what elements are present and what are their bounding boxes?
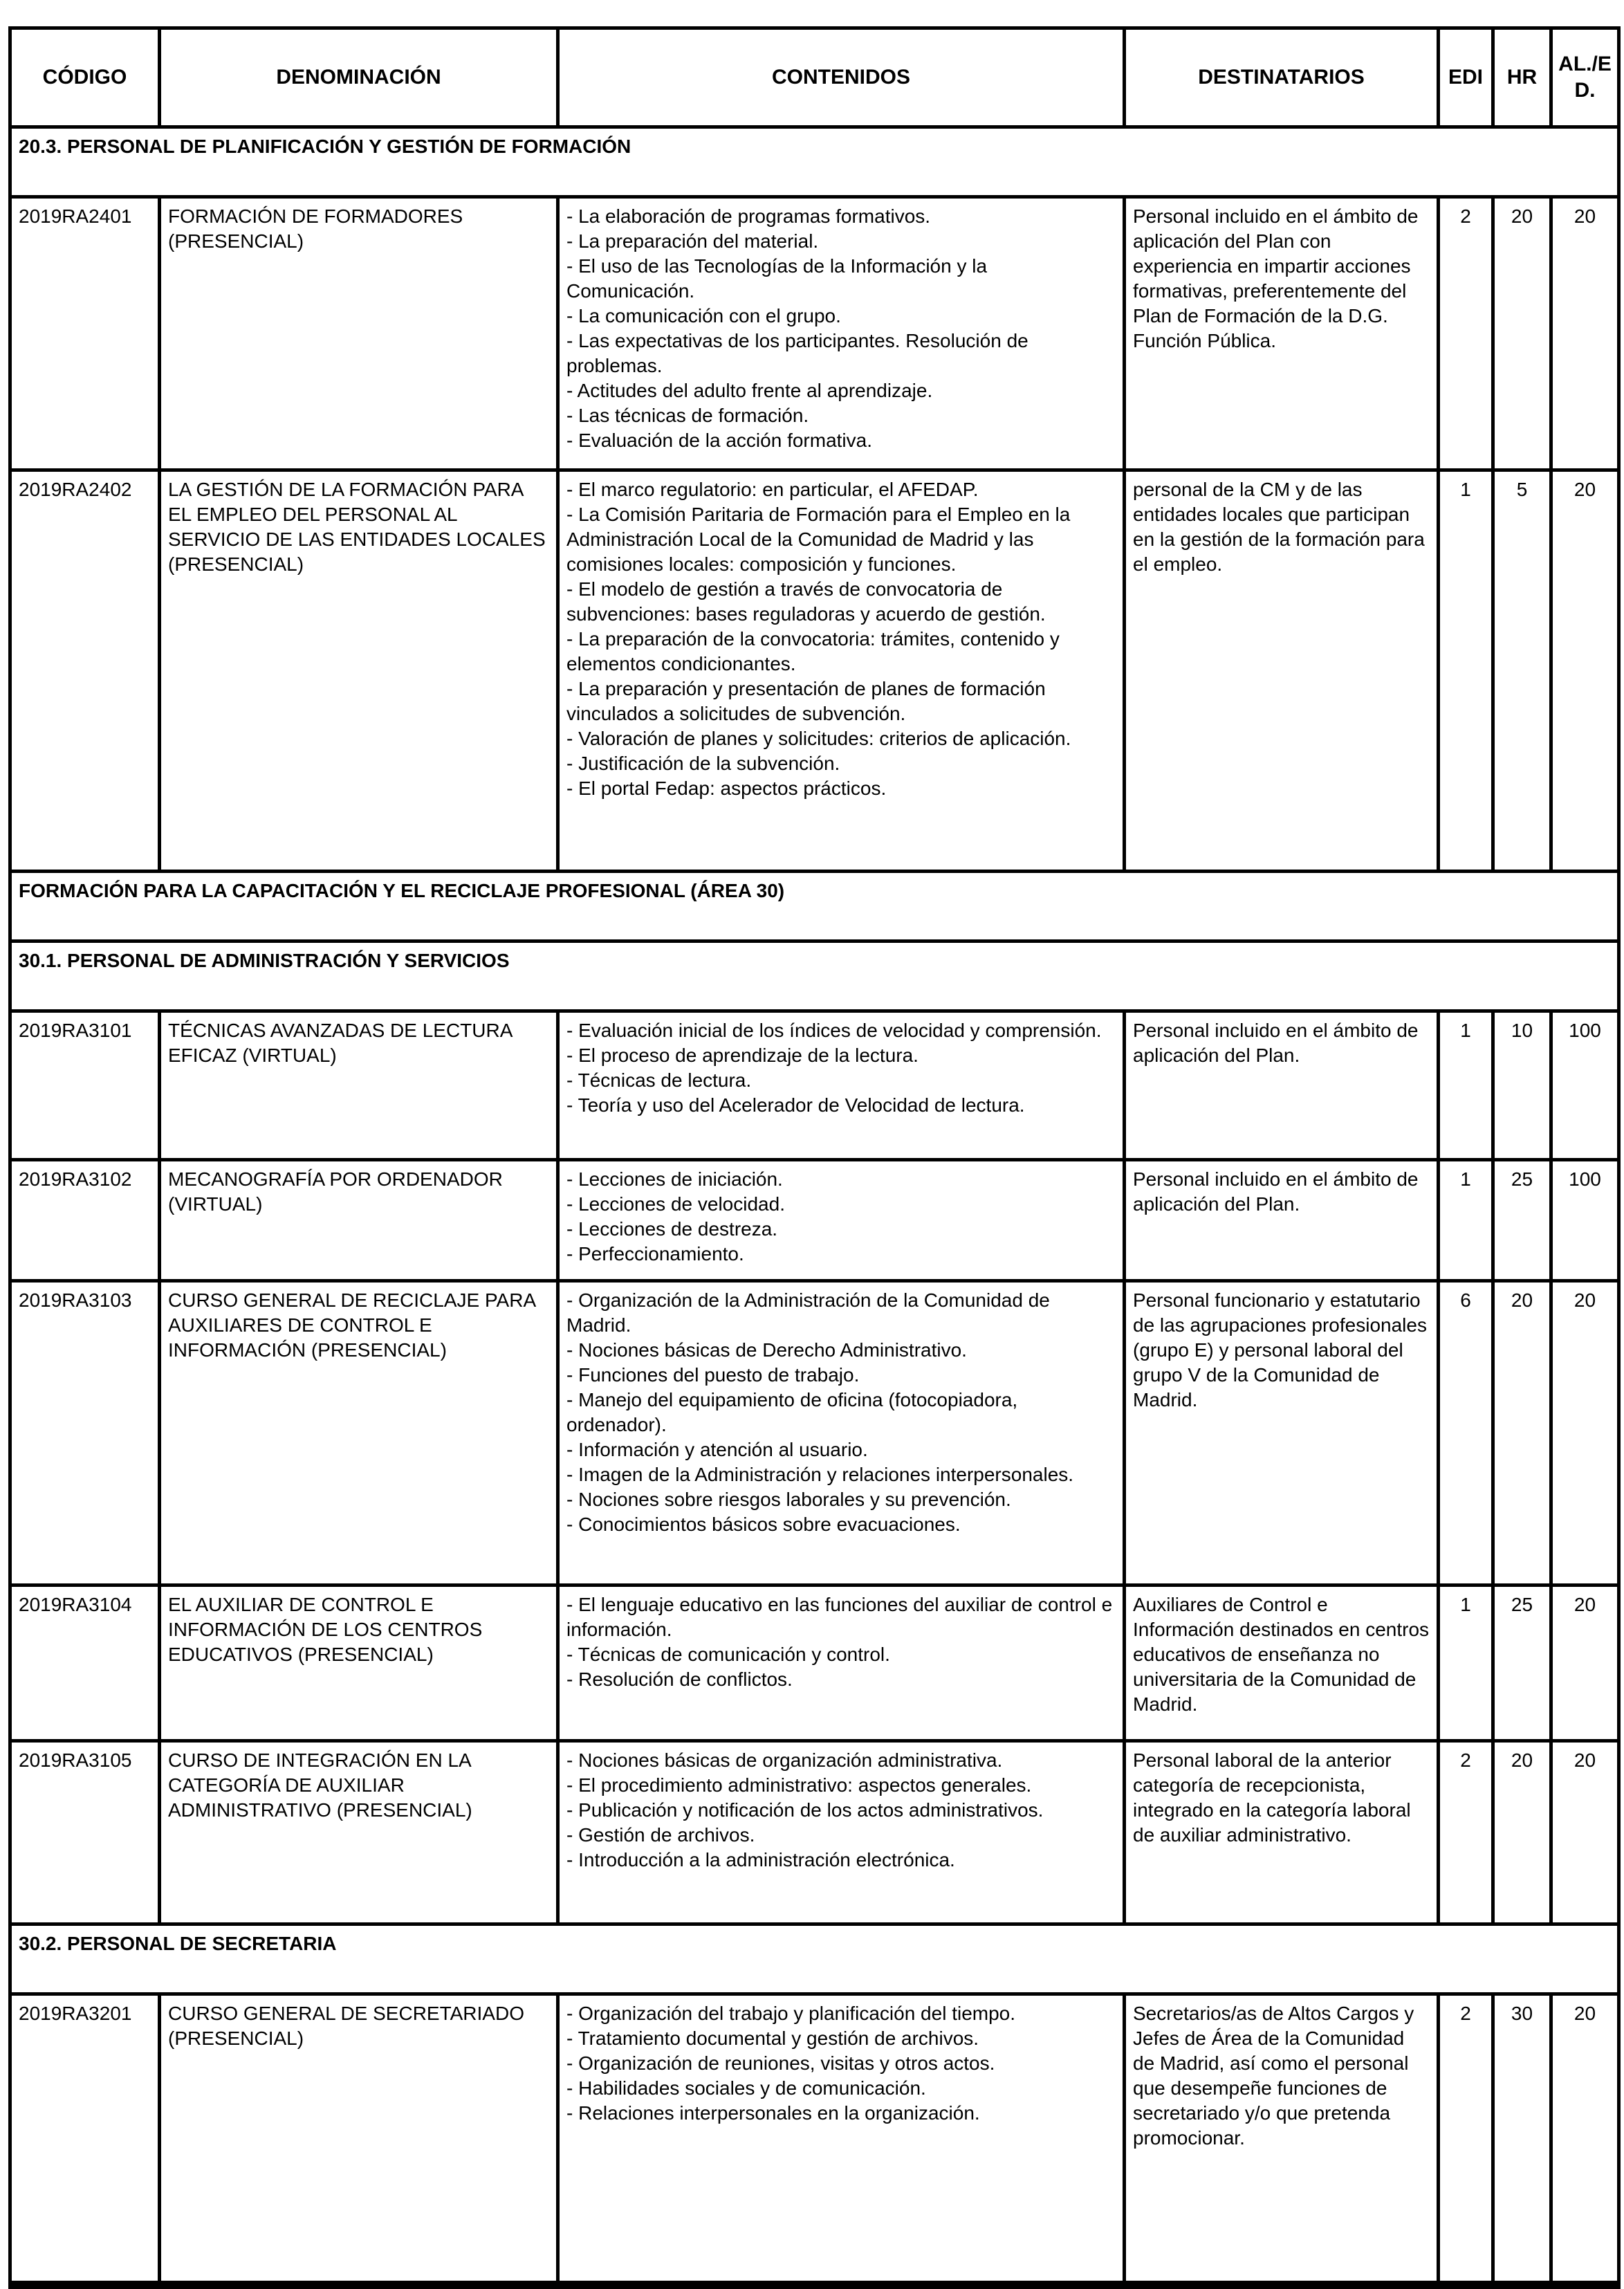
table-body <box>10 127 1619 2285</box>
cell-al-ed: 20 <box>1551 1585 1619 1741</box>
cell-codigo: 2019RA3104 <box>10 1585 160 1741</box>
contenido-item: - Gestión de archivos. <box>566 1824 755 1846</box>
cell-destinatarios: Personal incluido en el ámbito de aplicación del Plan. <box>1125 1011 1439 1160</box>
contenido-item: - Publicación y notificación de los actos administrativos. <box>566 1799 1044 1821</box>
contenido-item: - La Comisión Paritaria de Formación para el Empleo en la Administración Local de la Comunidad de Madrid y las comisiones locales: composición y funciones. <box>566 504 1071 575</box>
cell-denominacion: TÉCNICAS AVANZADAS DE LECTURA EFICAZ (VIRTUAL) <box>160 1011 558 1160</box>
contenido-item: - Teoría y uso del Acelerador de Velocidad de lectura. <box>566 1094 1025 1116</box>
cell-al-ed: 20 <box>1551 1281 1619 1585</box>
contenido-item: - El marco regulatorio: en particular, el AFEDAP. <box>566 479 979 500</box>
cell-al-ed: 20 <box>1551 470 1619 872</box>
contenido-item: - El procedimiento administrativo: aspectos generales. <box>566 1774 1032 1796</box>
contenido-item: - Conocimientos básicos sobre evacuaciones. <box>566 1514 961 1535</box>
cell-destinatarios: Personal laboral de la anterior categoría de recepcionista, integrado en la categoría laboral de auxiliar administrativo. <box>1125 1741 1439 1924</box>
cell-hr: 20 <box>1493 1281 1551 1585</box>
contenido-item: - Relaciones interpersonales en la organización. <box>566 2102 980 2124</box>
cell-edi: 2 <box>1439 1741 1493 1924</box>
cell-contenidos <box>558 1741 1125 1924</box>
contenido-item: - Valoración de planes y solicitudes: criterios de aplicación. <box>566 728 1071 749</box>
column-header-contenidos: CONTENIDOS <box>558 28 1125 127</box>
cell-contenidos <box>558 1011 1125 1160</box>
course-row <box>10 470 1619 872</box>
cell-contenidos <box>558 470 1125 872</box>
cell-al-ed: 20 <box>1551 1741 1619 1924</box>
contenido-item: - Actitudes del adulto frente al aprendizaje. <box>566 380 933 401</box>
contenido-item: - Funciones del puesto de trabajo. <box>566 1364 860 1386</box>
contenido-item: - Manejo del equipamiento de oficina (fotocopiadora, ordenador). <box>566 1389 1018 1435</box>
cell-contenidos <box>558 1994 1125 2285</box>
contenido-item: - Tratamiento documental y gestión de archivos. <box>566 2028 979 2049</box>
cell-denominacion: FORMACIÓN DE FORMADORES (PRESENCIAL) <box>160 197 558 470</box>
section-title: FORMACIÓN PARA LA CAPACITACIÓN Y EL RECICLAJE PROFESIONAL (ÁREA 30) <box>10 872 1619 941</box>
contenido-item: - El portal Fedap: aspectos prácticos. <box>566 778 887 799</box>
contenido-item: - Organización de la Administración de la Comunidad de Madrid. <box>566 1289 1050 1336</box>
section-row <box>10 127 1619 197</box>
cell-codigo: 2019RA2401 <box>10 197 160 470</box>
contenido-item: - Justificación de la subvención. <box>566 753 840 774</box>
cell-edi: 1 <box>1439 1585 1493 1741</box>
cell-edi: 1 <box>1439 1160 1493 1281</box>
cell-denominacion: CURSO GENERAL DE SECRETARIADO (PRESENCIAL) <box>160 1994 558 2285</box>
cell-codigo: 2019RA3103 <box>10 1281 160 1585</box>
contenido-item: - Imagen de la Administración y relaciones interpersonales. <box>566 1464 1074 1485</box>
cell-hr: 25 <box>1493 1585 1551 1741</box>
column-header-destinatarios: DESTINATARIOS <box>1125 28 1439 127</box>
cell-contenidos <box>558 1160 1125 1281</box>
contenido-item: - El modelo de gestión a través de convocatoria de subvenciones: bases reguladoras y acuerdo de gestión. <box>566 578 1046 625</box>
cell-al-ed: 100 <box>1551 1011 1619 1160</box>
contenido-item: - Evaluación inicial de los índices de velocidad y comprensión. <box>566 1020 1102 1041</box>
cell-denominacion: LA GESTIÓN DE LA FORMACIÓN PARA EL EMPLEO DEL PERSONAL AL SERVICIO DE LAS ENTIDADES LOCALES (PRESENCIAL) <box>160 470 558 872</box>
contenido-item: - Lecciones de destreza. <box>566 1218 778 1240</box>
contenido-item: - Nociones básicas de Derecho Administrativo. <box>566 1339 967 1361</box>
cell-destinatarios: personal de la CM y de las entidades locales que participan en la gestión de la formación para el empleo. <box>1125 470 1439 872</box>
cell-al-ed: 100 <box>1551 1160 1619 1281</box>
course-row <box>10 1994 1619 2285</box>
cell-codigo: 2019RA2402 <box>10 470 160 872</box>
cell-destinatarios: Secretarios/as de Altos Cargos y Jefes de Área de la Comunidad de Madrid, así como el personal que desempeñe funciones de secretariado y/o que pretenda promocionar. <box>1125 1994 1439 2285</box>
table-header <box>10 28 1619 127</box>
contenido-item: - El uso de las Tecnologías de la Información y la Comunicación. <box>566 255 988 302</box>
cell-al-ed: 20 <box>1551 197 1619 470</box>
cell-contenidos <box>558 1281 1125 1585</box>
courses-table <box>8 26 1621 2289</box>
cell-edi: 1 <box>1439 470 1493 872</box>
cell-al-ed: 20 <box>1551 1994 1619 2285</box>
section-row <box>10 1924 1619 1994</box>
contenido-item: - Evaluación de la acción formativa. <box>566 430 872 451</box>
course-row <box>10 1281 1619 1585</box>
cell-codigo: 2019RA3201 <box>10 1994 160 2285</box>
section-title: 30.1. PERSONAL DE ADMINISTRACIÓN Y SERVICIOS <box>10 941 1619 1011</box>
contenido-item: - Resolución de conflictos. <box>566 1669 793 1690</box>
contenido-item: - Lecciones de velocidad. <box>566 1193 785 1215</box>
course-row <box>10 197 1619 470</box>
contenido-item: - Nociones sobre riesgos laborales y su prevención. <box>566 1489 1011 1510</box>
section-title: 30.2. PERSONAL DE SECRETARIA <box>10 1924 1619 1994</box>
cell-edi: 1 <box>1439 1011 1493 1160</box>
column-header-codigo: CÓDIGO <box>10 28 160 127</box>
cell-hr: 5 <box>1493 470 1551 872</box>
cell-codigo: 2019RA3102 <box>10 1160 160 1281</box>
cell-edi: 6 <box>1439 1281 1493 1585</box>
section-row <box>10 872 1619 941</box>
course-row <box>10 1011 1619 1160</box>
cell-denominacion: CURSO DE INTEGRACIÓN EN LA CATEGORÍA DE AUXILIAR ADMINISTRATIVO (PRESENCIAL) <box>160 1741 558 1924</box>
header-row <box>10 28 1619 127</box>
cell-destinatarios: Auxiliares de Control e Información destinados en centros educativos de enseñanza no universitaria de la Comunidad de Madrid. <box>1125 1585 1439 1741</box>
contenido-item: - Organización de reuniones, visitas y otros actos. <box>566 2052 995 2074</box>
contenido-item: - La comunicación con el grupo. <box>566 305 841 327</box>
course-row <box>10 1741 1619 1924</box>
column-header-edi: EDI <box>1439 28 1493 127</box>
course-row <box>10 1585 1619 1741</box>
contenido-item: - La elaboración de programas formativos. <box>566 205 931 227</box>
contenido-item: - La preparación y presentación de planes de formación vinculados a solicitudes de subvención. <box>566 678 1046 724</box>
cell-hr: 30 <box>1493 1994 1551 2285</box>
contenido-item: - Técnicas de lectura. <box>566 1069 752 1091</box>
contenido-item: - Introducción a la administración electrónica. <box>566 1849 955 1870</box>
column-header-denominacion: DENOMINACIÓN <box>160 28 558 127</box>
contenido-item: - Las técnicas de formación. <box>566 405 809 426</box>
cell-edi: 2 <box>1439 197 1493 470</box>
cell-hr: 20 <box>1493 1741 1551 1924</box>
contenido-item: - Las expectativas de los participantes. Resolución de problemas. <box>566 330 1028 376</box>
section-row <box>10 941 1619 1011</box>
course-row <box>10 1160 1619 1281</box>
cell-contenidos <box>558 1585 1125 1741</box>
contenido-item: - Perfeccionamiento. <box>566 1243 744 1265</box>
column-header-hr: HR <box>1493 28 1551 127</box>
cell-destinatarios: Personal incluido en el ámbito de aplicación del Plan con experiencia en impartir acciones formativas, preferentemente del Plan de Formación de la D.G. Función Pública. <box>1125 197 1439 470</box>
cell-codigo: 2019RA3101 <box>10 1011 160 1160</box>
contenido-item: - Lecciones de iniciación. <box>566 1168 783 1190</box>
cell-edi: 2 <box>1439 1994 1493 2285</box>
cell-destinatarios: Personal funcionario y estatutario de las agrupaciones profesionales (grupo E) y personal laboral del grupo V de la Comunidad de Madrid. <box>1125 1281 1439 1585</box>
contenido-item: - La preparación del material. <box>566 230 819 252</box>
contenido-item: - Técnicas de comunicación y control. <box>566 1644 890 1665</box>
cell-hr: 10 <box>1493 1011 1551 1160</box>
cell-denominacion: MECANOGRAFÍA POR ORDENADOR (VIRTUAL) <box>160 1160 558 1281</box>
contenido-item: - Información y atención al usuario. <box>566 1439 868 1460</box>
cell-hr: 20 <box>1493 197 1551 470</box>
column-header-al_ed: AL./ED. <box>1551 28 1619 127</box>
contenido-item: - Habilidades sociales y de comunicación. <box>566 2077 926 2099</box>
contenido-item: - La preparación de la convocatoria: trámites, contenido y elementos condicionantes. <box>566 628 1060 674</box>
cell-destinatarios: Personal incluido en el ámbito de aplicación del Plan. <box>1125 1160 1439 1281</box>
section-title: 20.3. PERSONAL DE PLANIFICACIÓN Y GESTIÓN DE FORMACIÓN <box>10 127 1619 197</box>
cell-denominacion: CURSO GENERAL DE RECICLAJE PARA AUXILIARES DE CONTROL E INFORMACIÓN (PRESENCIAL) <box>160 1281 558 1585</box>
contenido-item: - Organización del trabajo y planificación del tiempo. <box>566 2003 1016 2024</box>
contenido-item: - Nociones básicas de organización administrativa. <box>566 1749 1003 1771</box>
cell-denominacion: EL AUXILIAR DE CONTROL E INFORMACIÓN DE LOS CENTROS EDUCATIVOS (PRESENCIAL) <box>160 1585 558 1741</box>
cell-hr: 25 <box>1493 1160 1551 1281</box>
contenido-item: - El proceso de aprendizaje de la lectura. <box>566 1045 919 1066</box>
contenido-item: - El lenguaje educativo en las funciones del auxiliar de control e información. <box>566 1594 1113 1640</box>
cell-codigo: 2019RA3105 <box>10 1741 160 1924</box>
cell-contenidos <box>558 197 1125 470</box>
